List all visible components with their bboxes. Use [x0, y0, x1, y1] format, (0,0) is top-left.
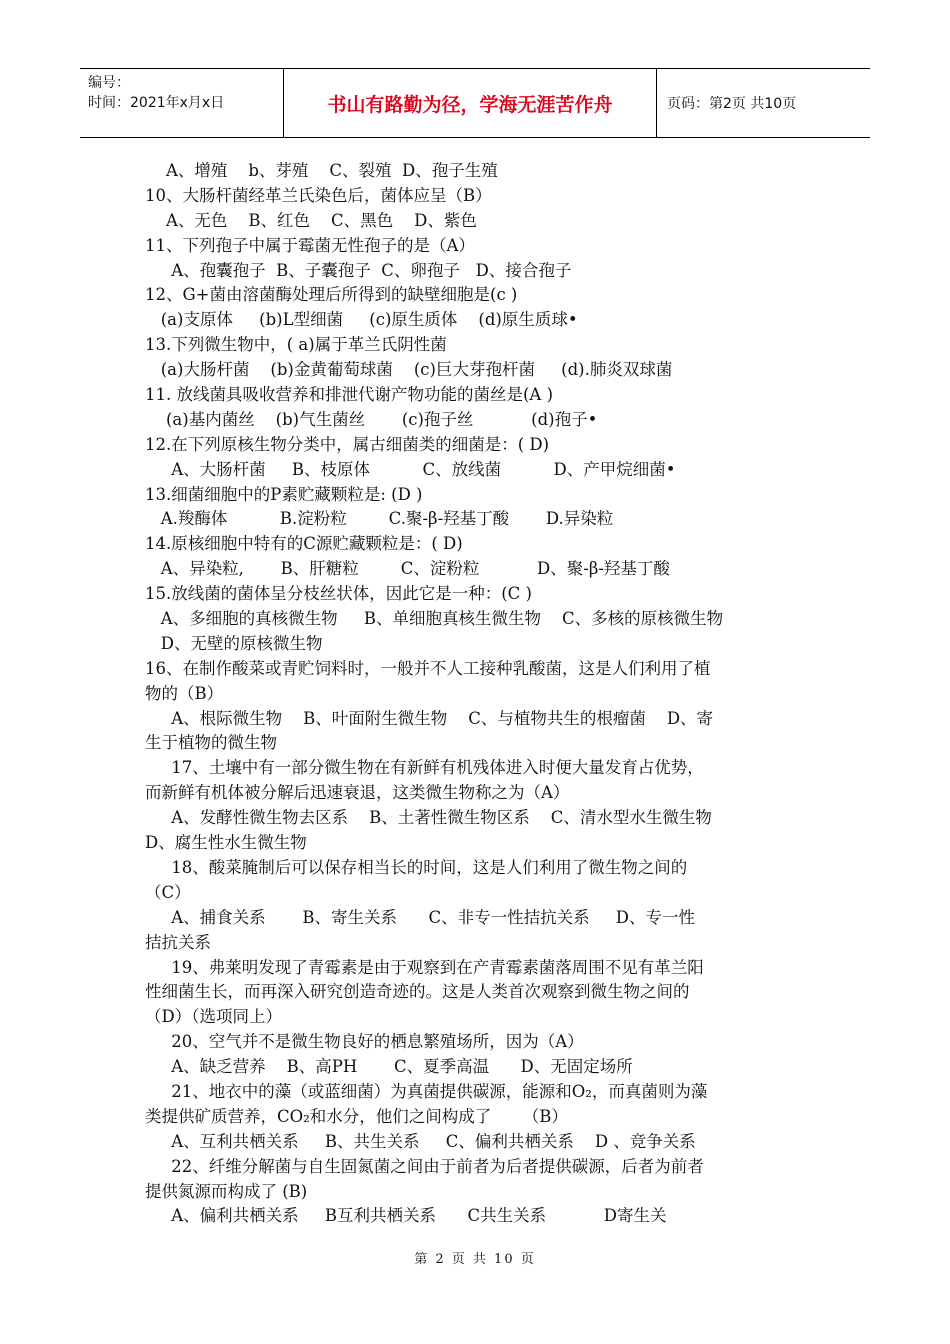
page-header: [80, 68, 870, 138]
text-line: 提供氮源而构成了 (B): [145, 1181, 308, 1201]
text-line: A.羧酶体 B.淀粉粒 C.聚-β-羟基丁酸 D.异染粒: [145, 509, 614, 529]
text-line: 性细菌生长，而再深入研究创造奇迹的。这是人类首次观察到微生物之间的: [145, 982, 690, 1002]
text-line: 13.下列微生物中，( a)属于革兰氏阴性菌: [145, 335, 447, 355]
header-motto: 书山有路勤为径，学海无涯苦作舟: [284, 69, 657, 137]
text-line: 物的（B）: [145, 683, 224, 703]
text-line: (a)基内菌丝 (b)气生菌丝 (c)孢子丝 (d)孢子•: [145, 409, 598, 429]
text-line: 19、弗莱明发现了青霉素是由于观察到在产青霉素菌落周围不见有革兰阳: [145, 957, 704, 977]
text-line: 生于植物的微生物: [145, 733, 277, 753]
text-line: (a)大肠杆菌 (b)金黄葡萄球菌 (c)巨大芽孢杆菌 (d).肺炎双球菌: [145, 360, 673, 380]
text-line: 12.在下列原核生物分类中，属古细菌类的细菌是：( D): [145, 434, 550, 454]
text-line: 11. 放线菌具吸收营养和排泄代谢产物功能的菌丝是(A ): [145, 385, 554, 405]
text-line: 20、空气并不是微生物良好的栖息繁殖场所，因为（A）: [145, 1032, 584, 1052]
text-line: A、大肠杆菌 B、枝原体 C、放线菌 D、产甲烷细菌•: [145, 459, 676, 479]
text-line: (a)支原体 (b)L型细菌 (c)原生质体 (d)原生质球•: [145, 310, 578, 330]
text-line: A、互利共栖关系 B、共生关系 C、偏利共栖关系 D 、竞争关系: [145, 1131, 696, 1151]
text-line: A、偏利共栖关系 B互利共栖关系 C共生关系 D寄生关: [145, 1206, 667, 1226]
text-line: 16、在制作酸菜或青贮饲料时，一般并不人工接种乳酸菌，这是人们利用了植: [145, 658, 711, 678]
text-line: 18、酸菜腌制后可以保存相当长的时间，这是人们利用了微生物之间的: [145, 857, 688, 877]
text-line: 类提供矿质营养，CO₂和水分，他们之间构成了 （B）: [145, 1106, 568, 1126]
text-line: A、捕食关系 B、寄生关系 C、非专一性拮抗关系 D、专一性: [145, 907, 696, 927]
document-date: 时间：2021年x月x日: [88, 95, 225, 111]
text-line: 13.细菌细胞中的P素贮藏颗粒是: (D ): [145, 484, 423, 504]
document-body: [145, 159, 815, 1229]
text-line: A、根际微生物 B、叶面附生微生物 C、与植物共生的根瘤菌 D、寄: [145, 708, 714, 728]
document-number: 编号：: [88, 75, 130, 91]
text-line: 21、地衣中的藻（或蓝细菌）为真菌提供碳源，能源和O₂，而真菌则为藻: [145, 1081, 708, 1101]
text-line: A、异染粒, B、肝糖粒 C、淀粉粒 D、聚-β-羟基丁酸: [145, 559, 670, 579]
text-line: 12、G+菌由溶菌酶处理后所得到的缺壁细胞是(c ): [145, 285, 518, 305]
text-line: 17、土壤中有一部分微生物在有新鲜有机残体进入时便大量发育占优势，: [145, 758, 704, 778]
text-line: D、无壁的原核微生物: [145, 633, 323, 653]
text-line: （C）: [145, 882, 191, 902]
text-line: 而新鲜有机体被分解后迅速衰退，这类微生物称之为（A）: [145, 783, 570, 803]
text-line: D、腐生性水生微生物: [145, 833, 307, 853]
text-line: 11、下列孢子中属于霉菌无性孢子的是（A）: [145, 235, 475, 255]
text-line: A、多细胞的真核微生物 B、单细胞真核生微生物 C、多核的原核微生物: [145, 609, 724, 629]
text-line: A、缺乏营养 B、高PH C、夏季高温 D、无固定场所: [145, 1057, 633, 1077]
text-line: 拮抗关系: [145, 932, 211, 952]
text-line: 15.放线菌的菌体呈分枝丝状体，因此它是一种：(C ): [145, 584, 532, 604]
page-footer: 第 2 页 共 10 页: [414, 1252, 536, 1267]
text-line: A、发酵性微生物去区系 B、土著性微生物区系 C、清水型水生微生物: [145, 808, 712, 828]
text-line: 10、大肠杆菌经革兰氏染色后，菌体应呈（B）: [145, 185, 492, 205]
text-line: A、增殖 b、芽殖 C、裂殖 D、孢子生殖: [145, 161, 498, 180]
text-line: 22、纤维分解菌与自生固氮菌之间由于前者为后者提供碳源，后者为前者: [145, 1156, 704, 1176]
header-meta: [80, 69, 284, 137]
text-line: A、孢囊孢子 B、子囊孢子 C、卵孢子 D、接合孢子: [145, 260, 572, 280]
text-line: 14.原核细胞中特有的C源贮藏颗粒是：( D): [145, 534, 463, 554]
text-line: （D）（选项同上）: [145, 1007, 282, 1027]
header-page-number: 页码：第2页 共10页: [667, 96, 797, 112]
text-line: A、无色 B、红色 C、黑色 D、紫色: [145, 210, 477, 230]
